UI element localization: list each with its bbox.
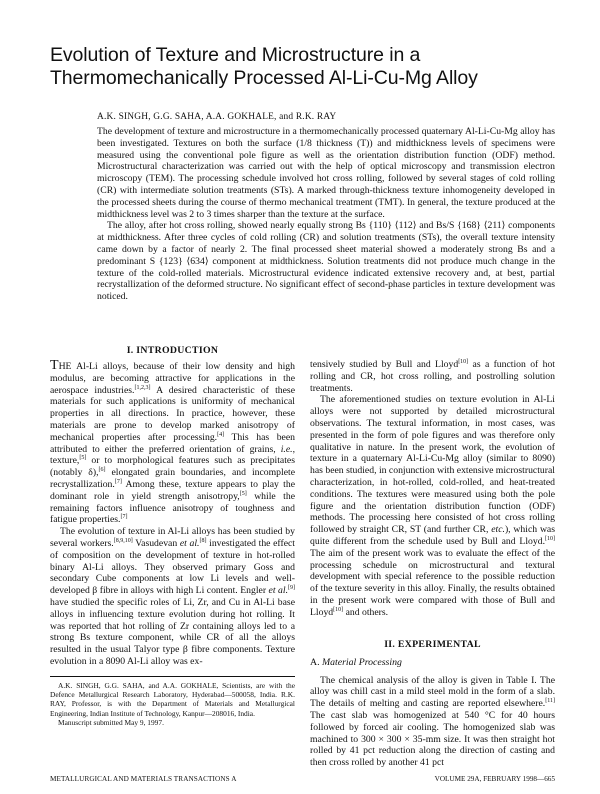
text-run: This has been attributed to either the preferred orientation of grains, [50, 431, 295, 455]
left-column [50, 345, 295, 668]
text-run: The aforementioned studies on texture evolution in Al-Li alloys were not supported by detailed microstructural observations. The textural information, in most cases, was presented in the form of pole figures and was therefore only qualitative in nature. In the present work, the evolution of texture in a quaternary Al-Li-Cu-Mg alloy (similar to 8090) has been studied, in conjunction with extensive microstructural characterization, in hot-rolled, cold-rolled, and heat-treated conditions. The textures were measured using both the pole figure and the orientation distribution function (ODF) methods. The processing here consisted of hot cross rolling followed by straight CR, ST (and further CR, [310, 394, 555, 536]
title-line-2: Thermomechanically Processed Al-Li-Cu-Mg Alloy [50, 67, 478, 89]
subsection-heading [310, 657, 555, 669]
citation-ref: [8] [199, 537, 207, 544]
text-run: tensively studied by Bull and Lloyd [310, 359, 459, 370]
text-run: as a function of hot rolling and CR, hot cross rolling, and postrolling solution treatments. [310, 359, 556, 394]
text-run: i.e. [280, 443, 293, 455]
text-run: ), which was quite different from the schedule used by Bull and Lloyd. [310, 524, 556, 547]
affiliation-note: A.K. SINGH, G.G. SAHA, and A.A. GOKHALE, Scientists, are with the Defence Metallurgical Research Laboratory, Hyderabad—500058, India. R.K. RAY, Professor, is with the Department of Materials and Metallurgical Engineering, Indian Institute of Technology, Kanpur—208016, India. [50, 681, 295, 718]
submission-note: Manuscript submitted May 9, 1997. [58, 717, 164, 727]
text-run: Among these, texture appears to play the dominant role in yield strength anisotropy, [50, 478, 295, 502]
drop-cap: T [50, 358, 59, 373]
citation-ref: [10] [545, 535, 555, 542]
citation-ref: [5] [79, 455, 87, 462]
author-list: A.K. SINGH, G.G. SAHA, A.A. GOKHALE, and R.K. RAY [97, 112, 337, 122]
abstract-paragraph: The alloy, after hot cross rolling, showed nearly equally strong Bs {110} ⟨112⟩ and Bs/S {168} ⟨211⟩ components at midthickness. After three cycles of cold rolling (CR) and solution treatments (STs), the overall texture intensity came down by a factor of nearly 2. The final processed sheet material showed a moderately strong Bs and a predominant S {123} ⟨634⟩ component at midthickness. Solution treatments did not produce much change in the texture of the cold-rolled materials. Microstructural evidence indicated extensive recovery and, at best, partial recrystallization of the deformed structure. No significant effect of second-phase particles in texture development was noticed. [97, 220, 555, 303]
right-column [310, 359, 555, 769]
citation-ref: [4] [217, 431, 225, 438]
citation-ref: [6] [98, 467, 106, 474]
journal-name: METALLURGICAL AND MATERIALS TRANSACTIONS A [50, 775, 237, 783]
citation-ref: [8,9,10] [113, 537, 133, 544]
author-footnote [50, 676, 295, 727]
text-run: have studied the specific roles of Li, Zr, and Cu in Al-Li base alloys in influencing texture evolution during hot rolling. It was reported that hot rolling of Zr containing alloys led to a strong Bs texture component, while CR of all the alloys resulted in the usual Talyor type β fibre components. Texture evolution in a 8090 Al-Li alloy was ex- [50, 596, 295, 667]
text-run: The aim of the present work was to evaluate the effect of the processing schedule on microstructural and textural development with special reference to the possible reduction of the texture severity in this alloy. Finally, the results obtained in the present work were compared with those of Bull and Lloyd [310, 547, 555, 618]
text-run: Vasudevan [132, 537, 180, 549]
citation-ref: [9] [288, 585, 295, 592]
body-paragraph [310, 675, 555, 769]
subsection-label: A. [310, 656, 320, 668]
text-run: etc. [491, 524, 505, 536]
text-run: et al. [268, 585, 288, 597]
text-run: The evolution of texture in Al-Li alloys has been studied by several workers. [50, 526, 295, 549]
text-run: and others. [343, 606, 389, 618]
body-paragraph [310, 359, 555, 394]
text-run: elongated grain boundaries, and incomplete recrystallization. [50, 467, 295, 490]
text-run: A desired characteristic of these materials for such applications is uniformity of mechanical properties in all directions. In practice, however, these materials are prone to develop marked anisotropy of mechanical properties after processing. [50, 384, 295, 443]
citation-ref: [5] [239, 490, 247, 497]
title-line-1: Evolution of Texture and Microstructure in a [50, 44, 421, 66]
abstract [97, 126, 555, 303]
text-run: The cast slab was homogenized at 540 °C for 40 hours followed by forced air cooling. The homogenized slab was machined to 300 × 300 × 35-mm size. It was then straight hot rolled by 41 pct reduction along the direction of casting and then cross rolled by another 41 pct [310, 709, 555, 769]
body-paragraph [310, 394, 555, 618]
section-heading-experimental: II. EXPERIMENTAL [384, 638, 481, 650]
body-paragraph [50, 360, 295, 526]
paper-title [50, 44, 478, 90]
text-run: , texture, [50, 443, 295, 467]
text-run: et al. [179, 537, 200, 549]
citation-ref: [10] [458, 359, 469, 365]
citation-ref: [7] [120, 514, 128, 521]
text-run: while the remaining factors influence anisotropy of toughness and fatigue properties. [50, 490, 295, 526]
citation-ref: [10] [333, 606, 344, 613]
text-run: or to morphological features such as precipitates (notably δ), [50, 455, 295, 479]
citation-ref: [7] [114, 478, 122, 485]
citation-ref: [11] [545, 698, 555, 705]
abstract-paragraph: The development of texture and microstructure in a thermomechanically processed quaternary Al-Li-Cu-Mg alloy has been investigated. Textures on both the surface (1/8 thickness (T)) and midthickness levels of specimens were measured using the conventional pole figure as well as the orientation distribution function (ODF) method. Microstructural characterization was carried out with the help of optical microscopy and transmission electron microscopy (TEM). The processing schedule involved hot cross rolling, followed by several stages of cold rolling (CR) with intermediate solution treatments (STs). A marked through-thickness texture inhomogeneity developed in the processed sheets during the course of thermo mechanical treatment (TMT). In general, the texture produced at the midthickness level was 2 to 3 times sharper than the texture at the surface. [97, 126, 555, 220]
body-paragraph [50, 526, 295, 668]
section-heading-introduction: I. INTRODUCTION [126, 345, 219, 356]
text-run: The chemical analysis of the alloy is given in Table I. The alloy was chill cast in a mild steel mold in the form of a slab. The details of melting and casting are reported elsewhere. [310, 674, 555, 710]
subsection-title: Material Processing [321, 656, 402, 668]
volume-page: VOLUME 29A, FEBRUARY 1998—665 [434, 775, 555, 783]
citation-ref: [1,2,3] [134, 384, 151, 391]
text-run: investigated the effect of composition on the development of texture in hot-rolled binary Al-Li alloys. They observed primary Goss and secondary Cube components at low Li levels and well-developed β fibre in alloys with high Li content. Engler [50, 537, 295, 597]
text-run: HE Al-Li alloys, because of their low density and high modulus, are becoming attractive for applications in the aerospace industries. [50, 361, 295, 396]
